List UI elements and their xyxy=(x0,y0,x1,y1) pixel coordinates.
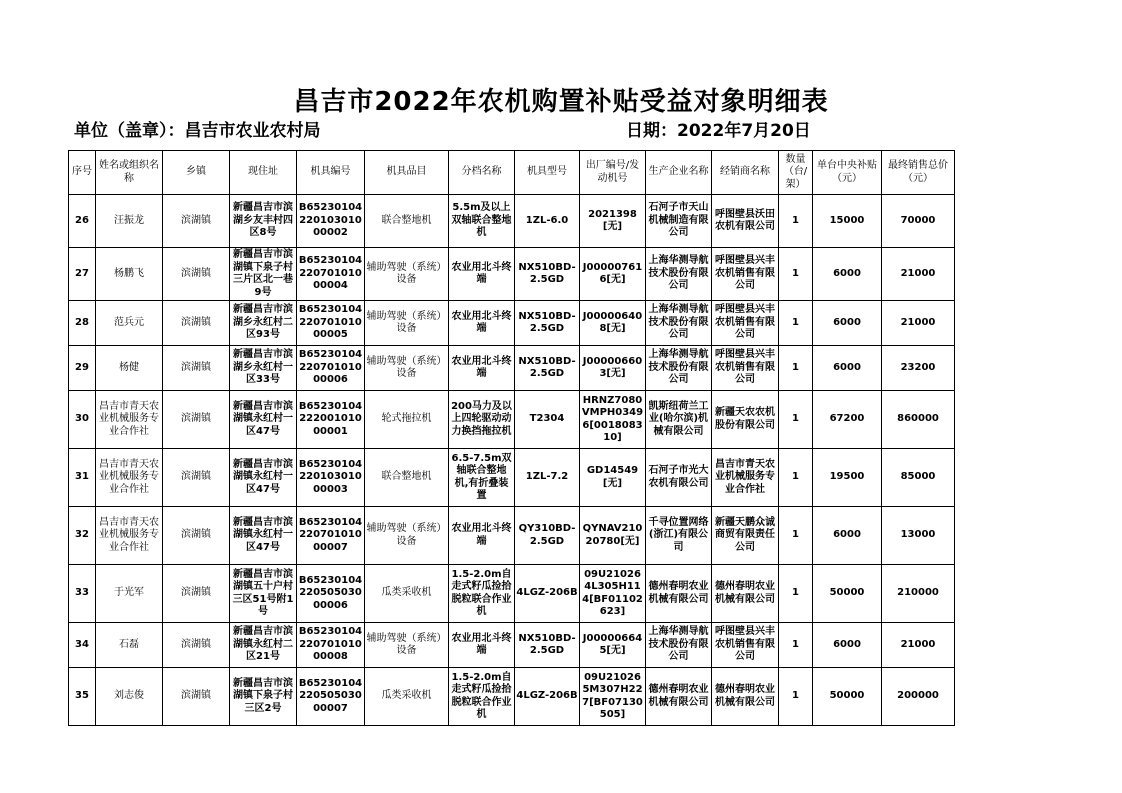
table-cell: 1ZL-7.2 xyxy=(515,449,580,507)
table-cell: 瓜类采收机 xyxy=(365,565,449,623)
table-cell: HRNZ7080VMPH03496[001808310] xyxy=(580,391,646,449)
table-cell: 上海华测导航技术股份有限公司 xyxy=(646,346,712,391)
table-cell: NX510BD-2.5GD xyxy=(515,301,580,346)
table-cell: 于光军 xyxy=(96,565,163,623)
table-cell: 德州春明农业机械有限公司 xyxy=(646,565,712,623)
header-cell: 机具品目 xyxy=(365,151,449,195)
table-cell: 新疆昌吉市滨湖乡永红村二区93号 xyxy=(230,301,297,346)
table-cell: 67200 xyxy=(813,391,882,449)
header-cell: 分档名称 xyxy=(449,151,515,195)
table-cell: NX510BD-2.5GD xyxy=(515,623,580,668)
table-cell: J000006645[无] xyxy=(580,623,646,668)
table-cell: B6523010422010301000002 xyxy=(297,195,365,248)
table-cell: 09U210265M307H227[BF07130505] xyxy=(580,668,646,726)
table-cell: 26 xyxy=(69,195,96,248)
table-row xyxy=(69,195,955,248)
table-cell: 6000 xyxy=(813,248,882,301)
header-cell: 生产企业名称 xyxy=(646,151,712,195)
table-cell: 瓜类采收机 xyxy=(365,668,449,726)
page-title: 昌吉市2022年农机购置补贴受益对象明细表 xyxy=(293,87,829,117)
table-cell: GD14549[无] xyxy=(580,449,646,507)
table-cell: 新疆昌吉市滨湖乡友丰村四区8号 xyxy=(230,195,297,248)
beneficiary-table xyxy=(68,150,955,726)
table-cell: 21000 xyxy=(882,248,955,301)
header-cell: 数量（台/架） xyxy=(779,151,813,195)
table-cell: 50000 xyxy=(813,668,882,726)
table-row xyxy=(69,346,955,391)
table-cell: 1.5-2.0m自走式籽瓜捡拾脱粒联合作业机 xyxy=(449,565,515,623)
table-cell: 新疆昌吉市滨湖镇五十户村三区51号附1号 xyxy=(230,565,297,623)
table-cell: J000006603[无] xyxy=(580,346,646,391)
header-cell: 最终销售总价（元） xyxy=(882,151,955,195)
table-cell: 联合整地机 xyxy=(365,449,449,507)
table-cell: 860000 xyxy=(882,391,955,449)
table-cell: J000006408[无] xyxy=(580,301,646,346)
table-cell: 50000 xyxy=(813,565,882,623)
table-cell: 昌吉市青天农业机械服务专业合作社 xyxy=(96,449,163,507)
table-cell: 新疆昌吉市滨湖镇永红村一区47号 xyxy=(230,449,297,507)
table-cell: 刘志俊 xyxy=(96,668,163,726)
table-cell: 2021398[无] xyxy=(580,195,646,248)
table-cell: 石河子市天山机械制造有限公司 xyxy=(646,195,712,248)
table-cell: 新疆天鹏众诚商贸有限责任公司 xyxy=(712,507,779,565)
table-cell: B6523010422010301000003 xyxy=(297,449,365,507)
table-cell: 新疆天农农机股份有限公司 xyxy=(712,391,779,449)
table-cell: QYNAV21020780[无] xyxy=(580,507,646,565)
table-cell: 呼图壁县兴丰农机销售有限公司 xyxy=(712,346,779,391)
unit-label: 单位（盖章）：昌吉市农业农村局 xyxy=(74,121,321,141)
table-cell: 农业用北斗终端 xyxy=(449,346,515,391)
table-row xyxy=(69,623,955,668)
header-cell: 乡镇 xyxy=(163,151,230,195)
table-cell: 昌吉市青天农业机械服务专业合作社 xyxy=(96,507,163,565)
table-cell: 1ZL-6.0 xyxy=(515,195,580,248)
table-cell: 6000 xyxy=(813,346,882,391)
table-cell: 34 xyxy=(69,623,96,668)
table-cell: 轮式拖拉机 xyxy=(365,391,449,449)
table-cell: 新疆昌吉市滨湖镇下泉子村三片区北一巷9号 xyxy=(230,248,297,301)
table-cell: 31 xyxy=(69,449,96,507)
table-cell: B6523010422200101000001 xyxy=(297,391,365,449)
table-cell: 滨湖镇 xyxy=(163,391,230,449)
table-row xyxy=(69,248,955,301)
table-cell: 1 xyxy=(779,507,813,565)
header-cell: 现住址 xyxy=(230,151,297,195)
table-cell: 09U210264L305H114[BF01102623] xyxy=(580,565,646,623)
table-cell: 19500 xyxy=(813,449,882,507)
table-cell: 1 xyxy=(779,623,813,668)
table-cell: 新疆昌吉市滨湖镇下泉子村三区2号 xyxy=(230,668,297,726)
table-cell: 13000 xyxy=(882,507,955,565)
table-cell: B6523010422050503000006 xyxy=(297,565,365,623)
table-cell: 辅助驾驶（系统）设备 xyxy=(365,301,449,346)
table-cell: 6000 xyxy=(813,301,882,346)
table-cell: 呼图壁县兴丰农机销售有限公司 xyxy=(712,248,779,301)
table-cell: 23200 xyxy=(882,346,955,391)
table-cell: 辅助驾驶（系统）设备 xyxy=(365,248,449,301)
table-cell: 滨湖镇 xyxy=(163,195,230,248)
table-cell: 滨湖镇 xyxy=(163,301,230,346)
table-cell: 1 xyxy=(779,449,813,507)
table-cell: 滨湖镇 xyxy=(163,449,230,507)
table-cell: 石磊 xyxy=(96,623,163,668)
table-cell: 35 xyxy=(69,668,96,726)
table-cell: 29 xyxy=(69,346,96,391)
table-cell: 1 xyxy=(779,346,813,391)
table-cell: 滨湖镇 xyxy=(163,507,230,565)
table-cell: 新疆昌吉市滨湖镇永红村一区47号 xyxy=(230,507,297,565)
table-row xyxy=(69,565,955,623)
table-cell: 呼图壁县兴丰农机销售有限公司 xyxy=(712,301,779,346)
header-cell: 机具编号 xyxy=(297,151,365,195)
table-cell: 85000 xyxy=(882,449,955,507)
table-cell: B6523010422050503000007 xyxy=(297,668,365,726)
table-cell: B6523010422070101000005 xyxy=(297,301,365,346)
table-row xyxy=(69,301,955,346)
table-cell: 昌吉市青天农业机械服务专业合作社 xyxy=(96,391,163,449)
table-cell: 1 xyxy=(779,195,813,248)
table-cell: 辅助驾驶（系统）设备 xyxy=(365,507,449,565)
table-cell: 呼图壁县沃田农机有限公司 xyxy=(712,195,779,248)
table-cell: NX510BD-2.5GD xyxy=(515,248,580,301)
table-cell: 上海华测导航技术股份有限公司 xyxy=(646,301,712,346)
table-cell: 5.5m及以上双轴联合整地机 xyxy=(449,195,515,248)
table-cell: 呼图壁县兴丰农机销售有限公司 xyxy=(712,623,779,668)
table-cell: 新疆昌吉市滨湖镇永红村一区47号 xyxy=(230,391,297,449)
table-row xyxy=(69,668,955,726)
table-cell: 德州春明农业机械有限公司 xyxy=(646,668,712,726)
table-cell: 上海华测导航技术股份有限公司 xyxy=(646,248,712,301)
table-cell: 滨湖镇 xyxy=(163,668,230,726)
table-row xyxy=(69,507,955,565)
table-row xyxy=(69,449,955,507)
header-cell: 机具型号 xyxy=(515,151,580,195)
table-cell: 农业用北斗终端 xyxy=(449,507,515,565)
table-cell: 昌吉市青天农业机械服务专业合作社 xyxy=(712,449,779,507)
table-cell: B6523010422070101000008 xyxy=(297,623,365,668)
table-cell: 1 xyxy=(779,248,813,301)
table-cell: 汪振龙 xyxy=(96,195,163,248)
table-cell: 1 xyxy=(779,301,813,346)
table-cell: 农业用北斗终端 xyxy=(449,248,515,301)
table-cell: 200马力及以上四轮驱动动力换挡拖拉机 xyxy=(449,391,515,449)
table-cell: 千寻位置网络(浙江)有限公司 xyxy=(646,507,712,565)
table-cell: NX510BD-2.5GD xyxy=(515,346,580,391)
table-cell: 1 xyxy=(779,565,813,623)
table-cell: 1 xyxy=(779,391,813,449)
table-cell: 27 xyxy=(69,248,96,301)
table-cell: 21000 xyxy=(882,623,955,668)
table-cell: 15000 xyxy=(813,195,882,248)
table-row xyxy=(69,391,955,449)
table-cell: 4LGZ-206B xyxy=(515,668,580,726)
table-cell: 70000 xyxy=(882,195,955,248)
table-cell: 杨健 xyxy=(96,346,163,391)
table-cell: 上海华测导航技术股份有限公司 xyxy=(646,623,712,668)
table-cell: 石河子市光大农机有限公司 xyxy=(646,449,712,507)
table-cell: 杨鹏飞 xyxy=(96,248,163,301)
table-cell: 辅助驾驶（系统）设备 xyxy=(365,623,449,668)
header-cell: 单台中央补贴（元） xyxy=(813,151,882,195)
table-cell: 33 xyxy=(69,565,96,623)
header-row xyxy=(69,151,955,195)
table-cell: J000007616[无] xyxy=(580,248,646,301)
header-cell: 序号 xyxy=(69,151,96,195)
table-cell: 28 xyxy=(69,301,96,346)
table-cell: 辅助驾驶（系统）设备 xyxy=(365,346,449,391)
header-cell: 出厂编号/发动机号 xyxy=(580,151,646,195)
table-cell: B6523010422070101000007 xyxy=(297,507,365,565)
table-cell: 200000 xyxy=(882,668,955,726)
table-cell: QY310BD-2.5GD xyxy=(515,507,580,565)
table-cell: 30 xyxy=(69,391,96,449)
table-cell: 农业用北斗终端 xyxy=(449,623,515,668)
table-cell: 范兵元 xyxy=(96,301,163,346)
table-cell: 210000 xyxy=(882,565,955,623)
header-cell: 姓名或组织名称 xyxy=(96,151,163,195)
table-cell: 32 xyxy=(69,507,96,565)
table-cell: 滨湖镇 xyxy=(163,623,230,668)
table-cell: 6.5-7.5m双轴联合整地机,有折叠装置 xyxy=(449,449,515,507)
table-cell: 新疆昌吉市滨湖乡永红村一区33号 xyxy=(230,346,297,391)
table-cell: 凯斯纽荷兰工业(哈尔滨)机械有限公司 xyxy=(646,391,712,449)
table-cell: 6000 xyxy=(813,623,882,668)
table-body xyxy=(69,195,955,726)
table-cell: 新疆昌吉市滨湖镇永红村二区21号 xyxy=(230,623,297,668)
table-cell: 1.5-2.0m自走式籽瓜捡拾脱粒联合作业机 xyxy=(449,668,515,726)
header-cell: 经销商名称 xyxy=(712,151,779,195)
table-cell: 德州春明农业机械有限公司 xyxy=(712,668,779,726)
table-cell: 6000 xyxy=(813,507,882,565)
table-cell: 21000 xyxy=(882,301,955,346)
table-cell: 农业用北斗终端 xyxy=(449,301,515,346)
table-cell: 联合整地机 xyxy=(365,195,449,248)
table-cell: B6523010422070101000004 xyxy=(297,248,365,301)
table-cell: 4LGZ-206B xyxy=(515,565,580,623)
table-cell: 滨湖镇 xyxy=(163,565,230,623)
table-cell: B6523010422070101000006 xyxy=(297,346,365,391)
table-cell: 滨湖镇 xyxy=(163,346,230,391)
table-cell: 德州春明农业机械有限公司 xyxy=(712,565,779,623)
date-label: 日期：2022年7月20日 xyxy=(626,121,811,141)
table-cell: 滨湖镇 xyxy=(163,248,230,301)
table-cell: 1 xyxy=(779,668,813,726)
table-cell: T2304 xyxy=(515,391,580,449)
